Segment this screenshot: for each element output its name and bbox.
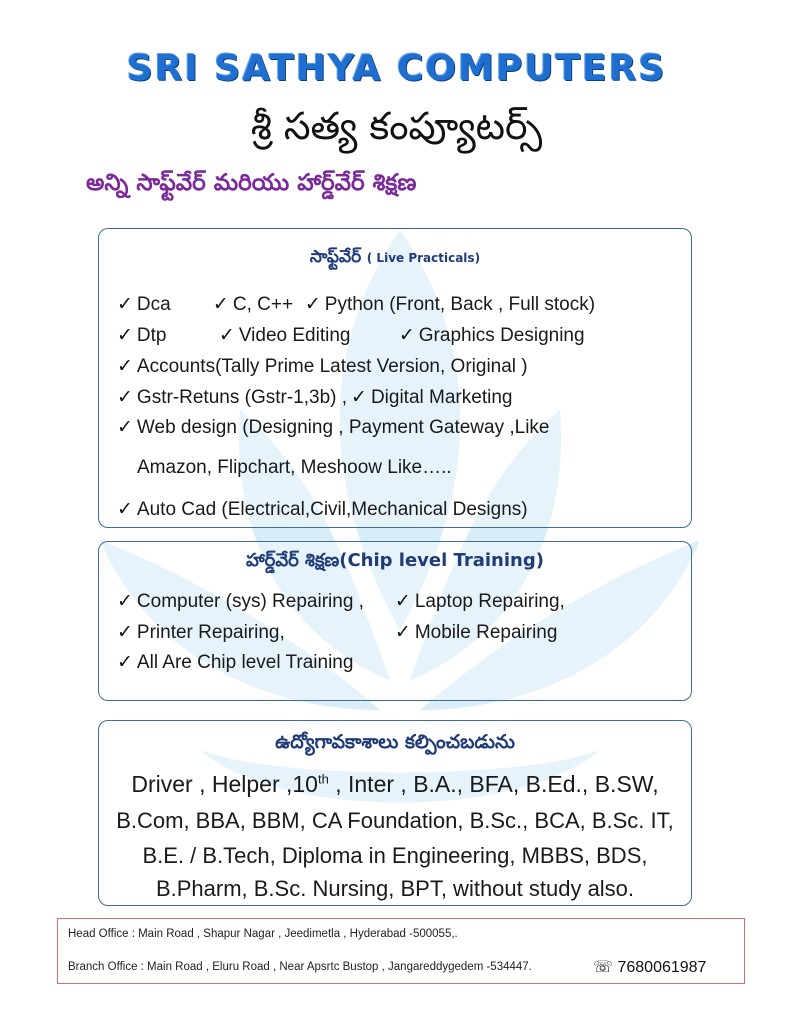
hardware-row-3 [117, 651, 353, 674]
hardware-heading [99, 550, 691, 575]
check-icon: ✓ [117, 622, 133, 643]
jobs-line-3: B.E. / B.Tech, Diploma in Engineering, MBBS, BDS, [142, 843, 648, 868]
check-icon: ✓ [304, 294, 321, 315]
jobs-heading: ఉద్యోగావకాశాలు కల్పించబడును [275, 731, 515, 753]
check-icon: ✓ [117, 387, 133, 408]
head-office-address: Head Office : Main Road , Shapur Nagar , Jeedimetla , Hyderabad -500055,. [68, 928, 458, 940]
phone-number: 7680061987 [617, 959, 707, 976]
course-video-editing: Video Editing [238, 325, 351, 346]
course-web-design-continued: Amazon, Flipchart, Meshoow Like….. [137, 457, 452, 478]
check-icon: ✓ [394, 591, 411, 612]
subtitle-telugu: అన్ని సాఫ్ట్‌వేర్ మరియు హార్డ్‌వేర్ శిక్షణ [86, 170, 417, 196]
title-telugu: శ్రీ సత్య కంప్యూటర్స్ [250, 104, 543, 148]
software-heading-note: ( Live Practicals) [366, 251, 481, 265]
software-heading-telugu: సాఫ్ట్‌వేర్ [309, 247, 362, 267]
check-icon: ✓ [117, 325, 133, 346]
software-row-7 [117, 498, 528, 521]
check-icon: ✓ [117, 417, 133, 438]
software-section [98, 228, 692, 528]
course-dca: Dca [136, 294, 171, 315]
hardware-heading-telugu: హార్డ్‌వేర్ శిక్షణ [246, 550, 340, 571]
jobs-section [98, 720, 692, 906]
software-row-4 [117, 386, 512, 409]
hardware-row-2 [117, 621, 557, 644]
course-mobile-repairing: Mobile Repairing [414, 622, 558, 643]
jobs-line-1-sup: th [317, 771, 329, 787]
course-dtp: Dtp [136, 325, 167, 346]
course-graphics-designing: Graphics Designing [418, 325, 585, 346]
software-row-6 [137, 457, 452, 479]
hardware-section [98, 541, 692, 701]
software-row-3 [117, 355, 528, 378]
course-chip-level: All Are Chip level Training [136, 652, 354, 673]
check-icon: ✓ [117, 652, 133, 673]
check-icon: ✓ [398, 325, 415, 346]
course-web-design: Web design (Designing , Payment Gateway ,Like [136, 417, 550, 438]
jobs-line-1-a: Driver , Helper ,10 [131, 771, 318, 797]
software-row-5 [117, 416, 550, 439]
check-icon: ✓ [351, 387, 367, 408]
phone-contact [593, 957, 706, 977]
jobs-line-4: B.Pharm, B.Sc. Nursing, BPT, without study also. [155, 876, 635, 901]
software-row-2 [117, 324, 585, 347]
check-icon: ✓ [117, 591, 133, 612]
hardware-heading-english: (Chip level Training) [339, 550, 544, 571]
course-laptop-repairing: Laptop Repairing, [414, 591, 565, 612]
course-computer-repairing: Computer (sys) Repairing , [136, 591, 364, 612]
course-accounts: Accounts(Tally Prime Latest Version, Original ) [136, 356, 528, 377]
course-printer-repairing: Printer Repairing, [136, 622, 285, 643]
hardware-row-1 [117, 590, 565, 613]
address-footer [57, 918, 745, 984]
check-icon: ✓ [212, 294, 229, 315]
phone-icon: ☏ [593, 959, 614, 976]
check-icon: ✓ [394, 622, 411, 643]
check-icon: ✓ [218, 325, 235, 346]
software-row-1 [117, 293, 595, 316]
course-gstr: Gstr-Retuns (Gstr-1,3b) , [136, 387, 348, 408]
jobs-line-1 [99, 771, 691, 798]
check-icon: ✓ [117, 499, 133, 520]
course-autocad: Auto Cad (Electrical,Civil,Mechanical Designs) [136, 499, 528, 520]
course-c-cpp: C, C++ [232, 294, 294, 315]
software-heading [99, 247, 691, 271]
check-icon: ✓ [117, 294, 133, 315]
branch-office-address: Branch Office : Main Road , Eluru Road , Near Apsrtc Bustop , Jangareddygedem -534447. [68, 961, 532, 973]
course-python: Python (Front, Back , Full stock) [324, 294, 596, 315]
jobs-line-2: B.Com, BBA, BBM, CA Foundation, B.Sc., BCA, B.Sc. IT, [116, 808, 674, 833]
course-digital-marketing: Digital Marketing [370, 387, 513, 408]
jobs-line-1-b: , Inter , B.A., BFA, B.Ed., B.SW, [328, 771, 659, 797]
title-english: SRI SATHYA COMPUTERS [126, 48, 667, 89]
check-icon: ✓ [117, 356, 133, 377]
